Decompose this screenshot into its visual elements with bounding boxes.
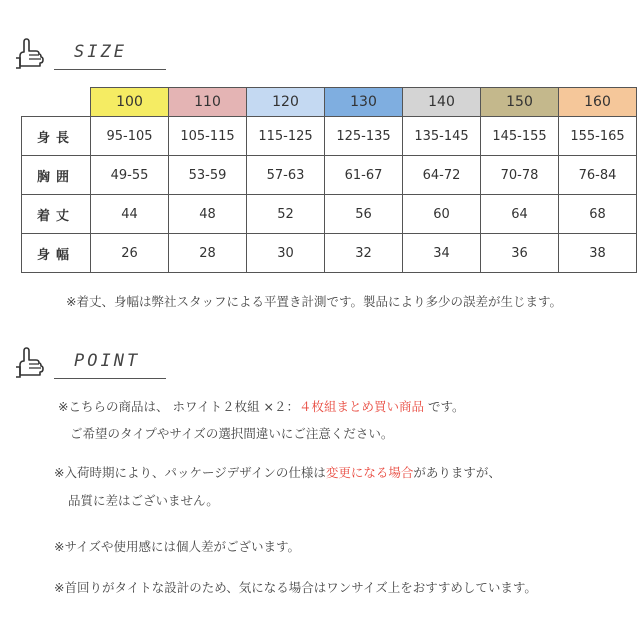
table-cell: 36 [481, 234, 559, 273]
point-2-text-b: がありますが、 [413, 465, 501, 480]
point-2-line-1 [54, 463, 501, 481]
table-cell: 64 [481, 195, 559, 234]
size-header-150: 150 [481, 88, 559, 117]
point-1-line-1 [58, 397, 465, 415]
point-2-highlight: 変更になる場合 [325, 465, 414, 480]
table-cell: 76-84 [559, 156, 637, 195]
size-heading [14, 36, 164, 70]
table-cell: 155-165 [559, 117, 637, 156]
table-cell: 44 [91, 195, 169, 234]
point-2-text-a: ※入荷時期により、パッケージデザインの仕様は [54, 465, 326, 480]
table-cell: 135-145 [403, 117, 481, 156]
row-label: 胸囲 [22, 156, 91, 195]
size-heading-rule [54, 69, 166, 70]
table-cell: 145-155 [481, 117, 559, 156]
row-label: 身長 [22, 117, 91, 156]
table-row-height [22, 117, 637, 156]
table-cell: 57-63 [247, 156, 325, 195]
size-table [21, 87, 637, 273]
point-title: POINT [74, 351, 141, 371]
size-header-100: 100 [91, 88, 169, 117]
table-row-chest [22, 156, 637, 195]
pointing-hand-icon [14, 36, 48, 70]
table-cell: 64-72 [403, 156, 481, 195]
table-cell: 30 [247, 234, 325, 273]
size-header-160: 160 [559, 88, 637, 117]
size-header-130: 130 [325, 88, 403, 117]
size-title: SIZE [74, 42, 127, 62]
point-heading [14, 345, 164, 379]
table-cell: 26 [91, 234, 169, 273]
table-cell: 49-55 [91, 156, 169, 195]
point-2-line-2: 品質に差はございません。 [68, 493, 219, 508]
table-cell: 61-67 [325, 156, 403, 195]
row-label: 身幅 [22, 234, 91, 273]
table-cell: 60 [403, 195, 481, 234]
point-4: ※首回りがタイトな設計のため、気になる場合はワンサイズ上をおすすめしています。 [54, 580, 537, 595]
table-cell: 28 [169, 234, 247, 273]
size-note: ※着丈、身幅は弊社スタッフによる平置き計測です。製品により多少の誤差が生じます。 [66, 294, 562, 309]
table-row-length [22, 195, 637, 234]
point-1-text-b: です。 [424, 399, 465, 414]
table-cell: 70-78 [481, 156, 559, 195]
table-cell: 105-115 [169, 117, 247, 156]
table-cell: 48 [169, 195, 247, 234]
table-cell: 52 [247, 195, 325, 234]
table-cell: 68 [559, 195, 637, 234]
size-header-120: 120 [247, 88, 325, 117]
size-header-110: 110 [169, 88, 247, 117]
table-cell: 38 [559, 234, 637, 273]
size-header-corner [22, 88, 91, 117]
table-cell: 125-135 [325, 117, 403, 156]
point-1-text-a: ※こちらの商品は、 ホワイト２枚組 ×２： [58, 399, 300, 414]
point-1-line-2: ご希望のタイプやサイズの選択間違いにご注意ください。 [70, 426, 394, 441]
point-heading-rule [54, 378, 166, 379]
size-header-row [22, 88, 637, 117]
pointing-hand-icon [14, 345, 48, 379]
table-cell: 34 [403, 234, 481, 273]
table-row-width [22, 234, 637, 273]
size-header-140: 140 [403, 88, 481, 117]
table-cell: 115-125 [247, 117, 325, 156]
table-cell: 95-105 [91, 117, 169, 156]
point-1-highlight: ４枚組まとめ買い商品 [299, 399, 425, 414]
table-cell: 53-59 [169, 156, 247, 195]
point-3: ※サイズや使用感には個人差がございます。 [54, 539, 300, 554]
row-label: 着丈 [22, 195, 91, 234]
table-cell: 56 [325, 195, 403, 234]
table-cell: 32 [325, 234, 403, 273]
